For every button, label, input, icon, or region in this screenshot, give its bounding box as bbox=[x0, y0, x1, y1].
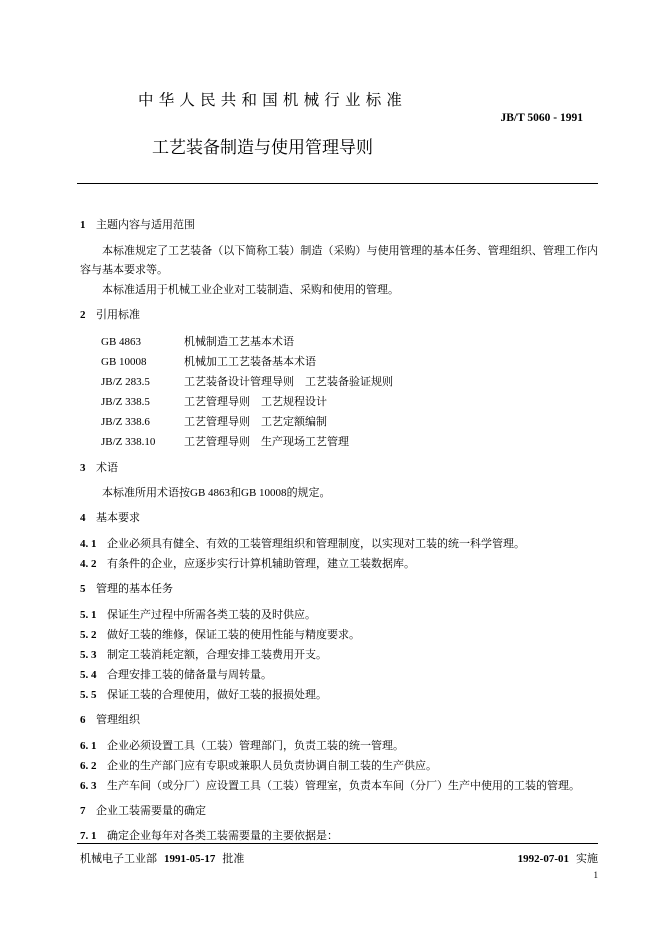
reference-code: JB/Z 338.6 bbox=[101, 416, 150, 428]
reference-code: JB/Z 283.5 bbox=[101, 376, 150, 388]
clause-text: 生产车间（或分厂）应设置工具（工装）管理室，负责本车间（分厂）生产中使用的工装的管理。 bbox=[107, 779, 580, 792]
section-title: 主题内容与适用范围 bbox=[96, 218, 195, 231]
clause-item bbox=[80, 686, 327, 702]
clause-item bbox=[80, 626, 360, 642]
clause-number: 5. 4 bbox=[80, 669, 97, 681]
section-title: 术语 bbox=[96, 461, 118, 474]
section-7-heading bbox=[80, 802, 206, 818]
clause-item bbox=[80, 757, 437, 773]
reference-code: JB/Z 338.10 bbox=[101, 436, 156, 448]
page-number: 1 bbox=[593, 870, 598, 880]
clause-text: 制定工装消耗定额，合理安排工装费用开支。 bbox=[107, 648, 327, 661]
section-number: 3 bbox=[80, 462, 86, 474]
section-1-paragraph-2: 本标准适用于机械工业企业对工装制造、采购和使用的管理。 bbox=[102, 283, 399, 296]
section-1-heading bbox=[80, 216, 195, 232]
clause-text: 企业必须具有健全、有效的工装管理组织和管理制度，以实现对工装的统一科学管理。 bbox=[107, 537, 525, 550]
implementation-line bbox=[518, 850, 598, 866]
reference-item bbox=[101, 373, 393, 389]
standard-ref: GB 10008 bbox=[241, 487, 287, 499]
clause-text: 企业必须设置工具（工装）管理部门，负责工装的统一管理。 bbox=[107, 739, 404, 752]
standard-code: JB/T 5060 - 1991 bbox=[500, 112, 583, 124]
section-number: 2 bbox=[80, 309, 86, 321]
section-3-paragraph bbox=[102, 484, 331, 500]
reference-title: 工艺管理导则 生产现场工艺管理 bbox=[184, 435, 349, 448]
section-1-paragraph-1: 本标准规定了工艺装备（以下简称工装）制造（采购）与使用管理的基本任务、管理组织、管理工作内容与基本要求等。 bbox=[80, 244, 598, 276]
clause-item bbox=[80, 737, 404, 753]
header-divider bbox=[77, 183, 598, 184]
clause-number: 6. 3 bbox=[80, 780, 97, 792]
section-5-heading bbox=[80, 580, 173, 596]
clause-number: 5. 5 bbox=[80, 689, 97, 701]
clause-item bbox=[80, 666, 272, 682]
clause-number: 7. 1 bbox=[80, 830, 97, 842]
section-title: 管理组织 bbox=[96, 713, 140, 726]
text-fragment: 本标准所用术语按 bbox=[102, 486, 190, 499]
clause-number: 6. 1 bbox=[80, 740, 97, 752]
section-number: 5 bbox=[80, 583, 86, 595]
reference-code: JB/Z 338.5 bbox=[101, 396, 150, 408]
reference-code: GB 10008 bbox=[101, 356, 147, 368]
section-2-heading bbox=[80, 306, 140, 322]
reference-title: 机械加工工艺装备基本术语 bbox=[184, 355, 316, 368]
clause-item bbox=[80, 535, 525, 551]
clause-item bbox=[80, 606, 316, 622]
document-title: 工艺装备制造与使用管理导则 bbox=[152, 138, 373, 158]
standard-org-title: 中华人民共和国机械行业标准 bbox=[138, 91, 408, 109]
section-title: 引用标准 bbox=[96, 308, 140, 321]
section-4-heading bbox=[80, 509, 140, 525]
section-number: 1 bbox=[80, 219, 86, 231]
clause-number: 5. 2 bbox=[80, 629, 97, 641]
clause-item bbox=[80, 777, 580, 793]
clause-text: 做好工装的维修，保证工装的使用性能与精度要求。 bbox=[107, 628, 360, 641]
clause-number: 5. 1 bbox=[80, 609, 97, 621]
section-title: 基本要求 bbox=[96, 511, 140, 524]
section-number: 4 bbox=[80, 512, 86, 524]
clause-number: 4. 1 bbox=[80, 538, 97, 550]
approval-line bbox=[80, 850, 244, 866]
clause-number: 4. 2 bbox=[80, 558, 97, 570]
section-3-heading bbox=[80, 459, 118, 475]
approver: 机械电子工业部 bbox=[80, 852, 157, 865]
reference-title: 工艺管理导则 工艺定额编制 bbox=[184, 415, 327, 428]
clause-text: 企业的生产部门应有专职或兼职人员负责协调自制工装的生产供应。 bbox=[107, 759, 437, 772]
clause-text: 合理安排工装的储备量与周转量。 bbox=[107, 668, 272, 681]
reference-item bbox=[101, 353, 316, 369]
approve-date: 1991-05-17 bbox=[164, 853, 216, 865]
reference-title: 工艺管理导则 工艺规程设计 bbox=[184, 395, 327, 408]
reference-item bbox=[101, 393, 327, 409]
impl-label: 实施 bbox=[576, 852, 598, 865]
clause-text: 保证工装的合理使用，做好工装的报损处理。 bbox=[107, 688, 327, 701]
section-number: 7 bbox=[80, 805, 86, 817]
text-fragment: 的规定。 bbox=[286, 486, 331, 499]
reference-item bbox=[101, 333, 294, 349]
standard-ref: GB 4863 bbox=[190, 487, 231, 499]
clause-text: 确定企业每年对各类工装需要量的主要依据是： bbox=[107, 829, 338, 842]
section-6-heading bbox=[80, 711, 140, 727]
clause-text: 保证生产过程中所需各类工装的及时供应。 bbox=[107, 608, 316, 621]
approve-label: 批准 bbox=[222, 852, 245, 865]
text-fragment: 和 bbox=[230, 486, 242, 499]
clause-item bbox=[80, 827, 338, 843]
reference-item bbox=[101, 413, 327, 429]
reference-item bbox=[101, 433, 349, 449]
section-title: 企业工装需要量的确定 bbox=[96, 804, 206, 817]
reference-title: 机械制造工艺基本术语 bbox=[184, 335, 294, 348]
section-title: 管理的基本任务 bbox=[96, 582, 173, 595]
clause-number: 5. 3 bbox=[80, 649, 97, 661]
clause-item bbox=[80, 646, 327, 662]
reference-code: GB 4863 bbox=[101, 336, 142, 348]
clause-text: 有条件的企业，应逐步实行计算机辅助管理，建立工装数据库。 bbox=[107, 557, 415, 570]
clause-number: 6. 2 bbox=[80, 760, 97, 772]
clause-item bbox=[80, 555, 415, 571]
impl-date: 1992-07-01 bbox=[517, 853, 569, 865]
reference-title: 工艺装备设计管理导则 工艺装备验证规则 bbox=[184, 375, 393, 388]
section-number: 6 bbox=[80, 714, 86, 726]
footer-divider bbox=[77, 843, 598, 844]
